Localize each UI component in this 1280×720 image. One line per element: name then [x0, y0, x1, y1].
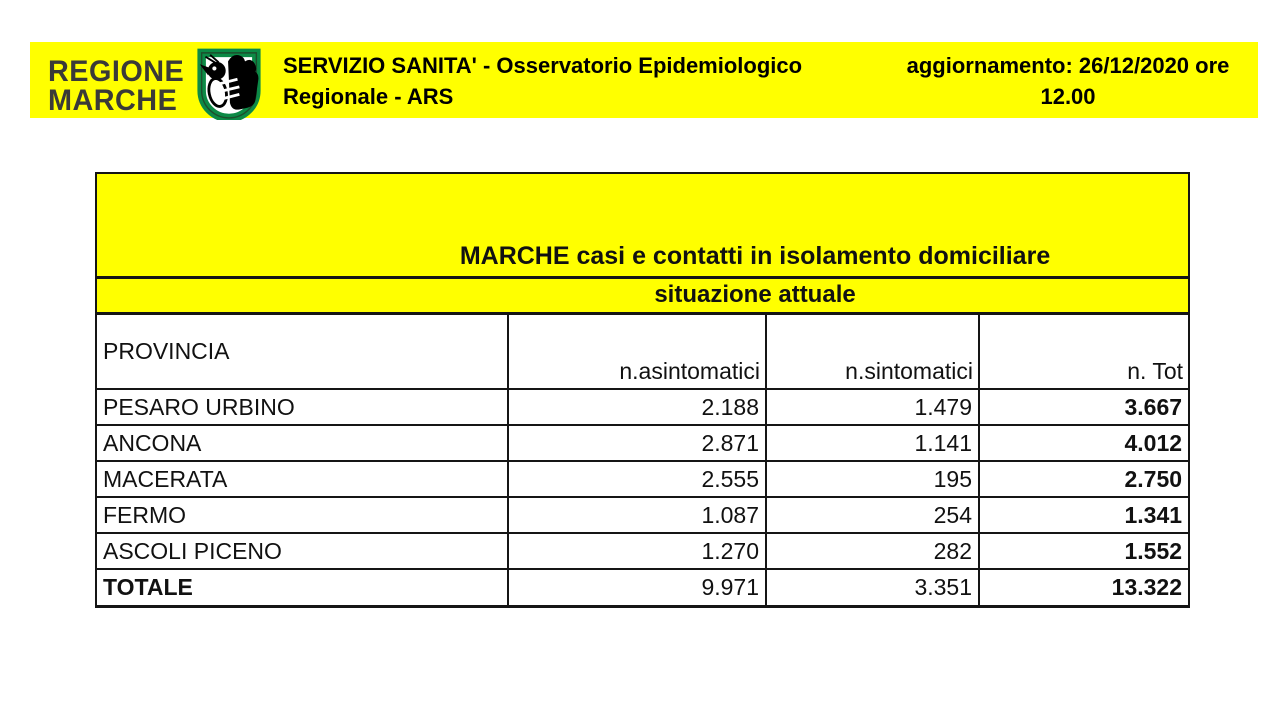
service-title-line1: SERVIZIO SANITA' - Osservatorio Epidemiologico: [283, 53, 803, 78]
table-header-row: [96, 313, 1189, 389]
cell-symptomatic: 1.479: [766, 389, 979, 425]
cell-total: 1.552: [979, 533, 1189, 569]
isolation-table: [95, 172, 1190, 608]
table-title-row: [96, 173, 1189, 277]
table-row-totale: [96, 569, 1189, 606]
cell-province: ANCONA: [96, 425, 508, 461]
update-timestamp-line1: aggiornamento: 26/12/2020 ore: [906, 53, 1230, 78]
header-banner: [30, 42, 1258, 118]
table-row-ancona: [96, 425, 1189, 461]
cell-total-asymptomatic: 9.971: [508, 569, 766, 606]
cell-total: 2.750: [979, 461, 1189, 497]
cell-total-symptomatic: 3.351: [766, 569, 979, 606]
isolation-table-container: [95, 172, 1190, 608]
logo-line2: MARCHE: [48, 83, 178, 117]
table-title: MARCHE casi e contatti in isolamento domiciliare: [96, 173, 1189, 277]
table-row-pesaro-urbino: [96, 389, 1189, 425]
table-row-ascoli-piceno: [96, 533, 1189, 569]
cell-province: ASCOLI PICENO: [96, 533, 508, 569]
col-header-tot: n. Tot: [979, 313, 1189, 389]
cell-total-overall: 13.322: [979, 569, 1189, 606]
service-title: [283, 50, 863, 112]
cell-asymptomatic: 1.087: [508, 497, 766, 533]
cell-symptomatic: 254: [766, 497, 979, 533]
cell-symptomatic: 282: [766, 533, 979, 569]
cell-province: PESARO URBINO: [96, 389, 508, 425]
cell-province: MACERATA: [96, 461, 508, 497]
cell-total: 3.667: [979, 389, 1189, 425]
logo-wordmark: [48, 55, 185, 117]
cell-asymptomatic: 2.188: [508, 389, 766, 425]
logo-line1: REGIONE: [48, 55, 185, 88]
cell-total: 1.341: [979, 497, 1189, 533]
cell-symptomatic: 1.141: [766, 425, 979, 461]
cell-total: 4.012: [979, 425, 1189, 461]
cell-symptomatic: 195: [766, 461, 979, 497]
col-header-provincia: PROVINCIA: [96, 313, 508, 389]
col-header-asintomatici: n.asintomatici: [508, 313, 766, 389]
cell-province: FERMO: [96, 497, 508, 533]
cell-asymptomatic: 2.871: [508, 425, 766, 461]
update-timestamp-line2: 12.00: [1040, 84, 1096, 110]
woodpecker-shield-icon: [196, 48, 262, 125]
table-row-fermo: [96, 497, 1189, 533]
col-header-sintomatici: n.sintomatici: [766, 313, 979, 389]
table-subtitle-row: [96, 277, 1189, 313]
service-title-line2: Regionale - ARS: [283, 84, 454, 110]
table-row-macerata: [96, 461, 1189, 497]
regione-marche-logo: [48, 48, 262, 125]
update-timestamp: [880, 50, 1256, 112]
table-subtitle: situazione attuale: [96, 277, 1189, 313]
cell-asymptomatic: 1.270: [508, 533, 766, 569]
cell-total-label: TOTALE: [96, 569, 508, 606]
cell-asymptomatic: 2.555: [508, 461, 766, 497]
